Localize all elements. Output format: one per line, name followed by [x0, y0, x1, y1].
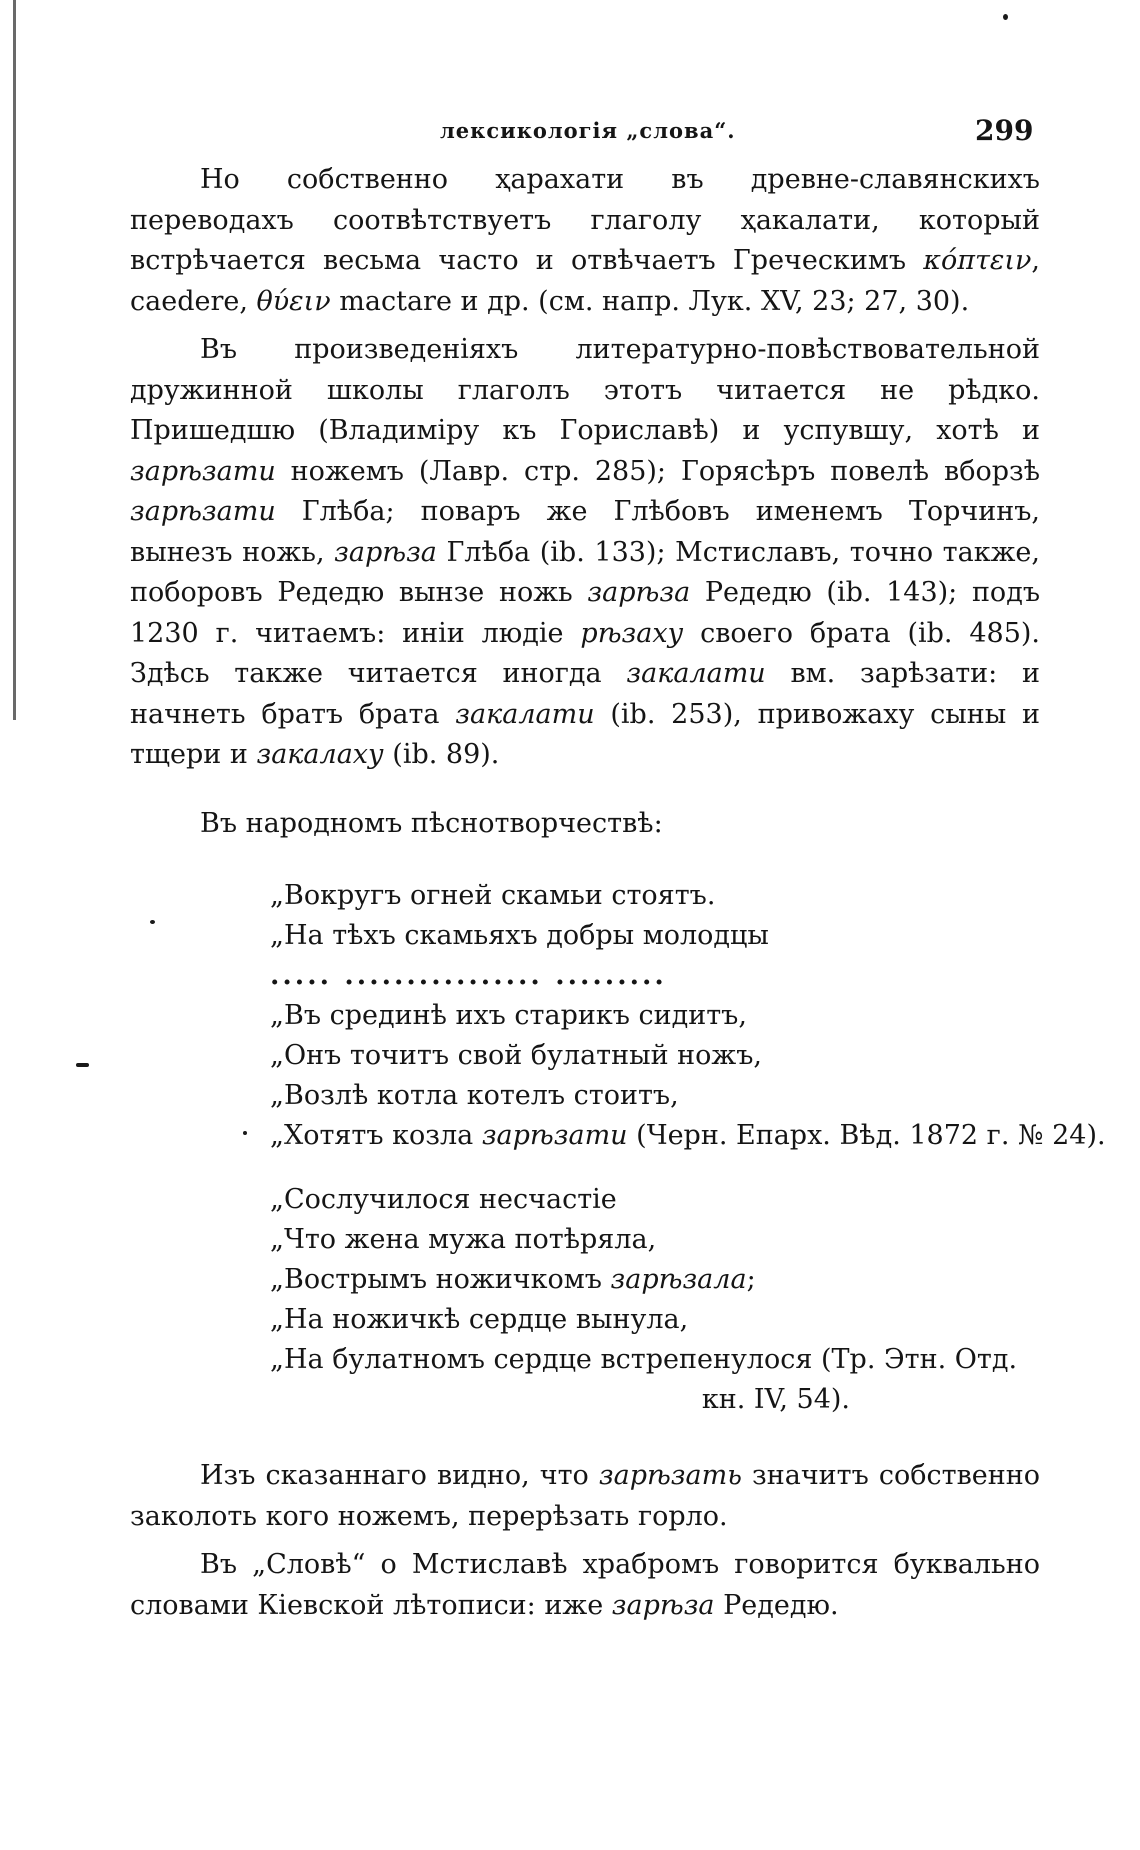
italic-word: зарѣза: [587, 577, 691, 608]
italic-word: закалати: [626, 658, 766, 689]
text-run: ҳарахати: [495, 164, 625, 195]
italic-word: рѣзаху: [580, 617, 684, 649]
verse-line: [270, 996, 1040, 1036]
text-run: ;: [746, 1264, 756, 1295]
page-number: 299: [975, 114, 1034, 147]
italic-word: зарѣза: [334, 536, 437, 568]
text-run: „Возлѣ котла котелъ стоитъ,: [270, 1080, 679, 1111]
text-run: „Вострымъ ножичкомъ: [270, 1264, 611, 1295]
text-run: въ древне-славянскихъ переводахъ соотвѣтствуетъ глаголу: [130, 164, 1040, 236]
text-run: Глѣба; поваръ же Глѣбовъ именемъ Торчинъ, вынезъ ножь,: [130, 496, 1040, 568]
running-title: лексикологія „слова“.: [440, 118, 736, 143]
italic-word: зарѣза: [611, 1589, 715, 1621]
text-run: , caedere,: [130, 245, 1040, 317]
left-margin-rule: [13, 0, 16, 720]
text-run: (ib. 253), привожаху сыны и тщери и: [130, 698, 1040, 770]
italic-word: θύειν: [256, 285, 331, 317]
text-run: „Сослучилося несчастіе: [270, 1184, 617, 1215]
text-run: „Хотятъ козла: [270, 1120, 482, 1151]
text-run: ножемъ (Лавр. стр. 285); Горясѣръ повелѣ вборзѣ: [275, 455, 1040, 487]
speck-top: [1003, 14, 1008, 20]
speck-mark: [76, 1063, 89, 1067]
italic-word: зарѣзать: [598, 1460, 742, 1491]
italic-word: зарѣзала: [610, 1264, 747, 1295]
text-run: Въ произведеніяхъ литературно-повѣствовательной дружинной школы глаголъ этотъ читается не рѣдко. Пришедшю (Владиміру къ Гориславѣ) и успувшу, хотѣ и: [130, 334, 1040, 446]
verse-line: [270, 916, 1040, 956]
text-run: „Въ срединѣ ихъ старикъ сидитъ,: [270, 1000, 747, 1031]
text-run: mactare и др. (см. напр. Лук. XV, 23; 27, 30).: [330, 285, 970, 317]
verse-line: [270, 1260, 1040, 1300]
verse-line: [270, 1116, 1106, 1156]
text-run: ҳакалати: [740, 204, 872, 236]
text-run: Редедю (ib. 143); подъ 1230 г. читаемъ: иніи людіе: [130, 577, 1040, 649]
text-run: „На ножичкѣ сердце вынула,: [270, 1304, 689, 1335]
verse-line: [270, 1180, 1040, 1220]
verse-line: [270, 1300, 1040, 1340]
text-run: Въ „Словѣ“ о Мстиславѣ храбромъ говорится буквально словами Кіевской лѣтописи: иже: [130, 1549, 1040, 1621]
text-run: „Вокругъ огней скамьи стоятъ.: [270, 880, 716, 911]
text-run: „Что жена мужа потѣряла,: [270, 1224, 657, 1255]
paragraph-3: [130, 1456, 1040, 1537]
italic-word: закалаху: [256, 739, 384, 770]
page-body: [130, 160, 1106, 1634]
text-run: „На булатномъ сердце встрепенулося (Тр. Этн. Отд.: [270, 1344, 1018, 1375]
text-run: значитъ собственно заколоть кого ножемъ, перерѣзать горло.: [130, 1460, 1040, 1532]
paragraph-4: [130, 1545, 1040, 1626]
stanza-1: [270, 876, 1106, 1156]
italic-word: зарѣзати: [130, 496, 276, 527]
verse-line: [270, 876, 1040, 916]
folk-heading: Въ народномъ пѣснотворчествѣ:: [200, 807, 663, 839]
text-run: Глѣба (ib. 133); Мстиславъ, точно также, поборовъ Редедю вынзе ножь: [130, 536, 1040, 608]
text-run: Изъ сказаннаго видно, что: [200, 1460, 599, 1491]
text-run: „На тѣхъ скамьяхъ добры молодцы: [270, 920, 769, 951]
paragraph-2: [130, 330, 1040, 776]
text-run: (ib. 89).: [383, 739, 500, 770]
text-run: (Черн. Епарх. Вѣд. 1872 г. № 24).: [627, 1120, 1106, 1151]
ellipsis-line: [270, 956, 1040, 996]
text-run: Редедю.: [714, 1589, 839, 1621]
verse-line: [270, 1036, 1040, 1076]
verse-line: [270, 1340, 1040, 1380]
page-header: [0, 114, 1140, 158]
verse-line: [270, 1220, 1040, 1260]
text-run: кн. IV, 54).: [701, 1384, 850, 1415]
text-run: вм. зарѣзати: и начнеть братъ брата: [130, 658, 1040, 730]
text-run: своего брата (ib. 485). Здѣсь также читается иногда: [130, 617, 1040, 689]
text-run: „Онъ точитъ свой булатный ножъ,: [270, 1040, 763, 1071]
verse-line: [270, 1076, 1040, 1116]
italic-word: зарѣзати: [130, 455, 276, 487]
italic-word: закалати: [455, 698, 595, 730]
italic-word: зарѣзати: [481, 1120, 628, 1151]
text-run: , который встрѣчается весьма часто и отвѣчаетъ Греческимъ: [130, 204, 1040, 276]
source-continuation: [270, 1380, 1040, 1420]
text-run: ..... ................ .........: [270, 960, 667, 991]
italic-word: κόπτειν: [923, 245, 1032, 276]
text-run: Но собственно: [200, 164, 496, 195]
stanza-2: [270, 1180, 1040, 1420]
paragraph-1: [130, 160, 1040, 322]
